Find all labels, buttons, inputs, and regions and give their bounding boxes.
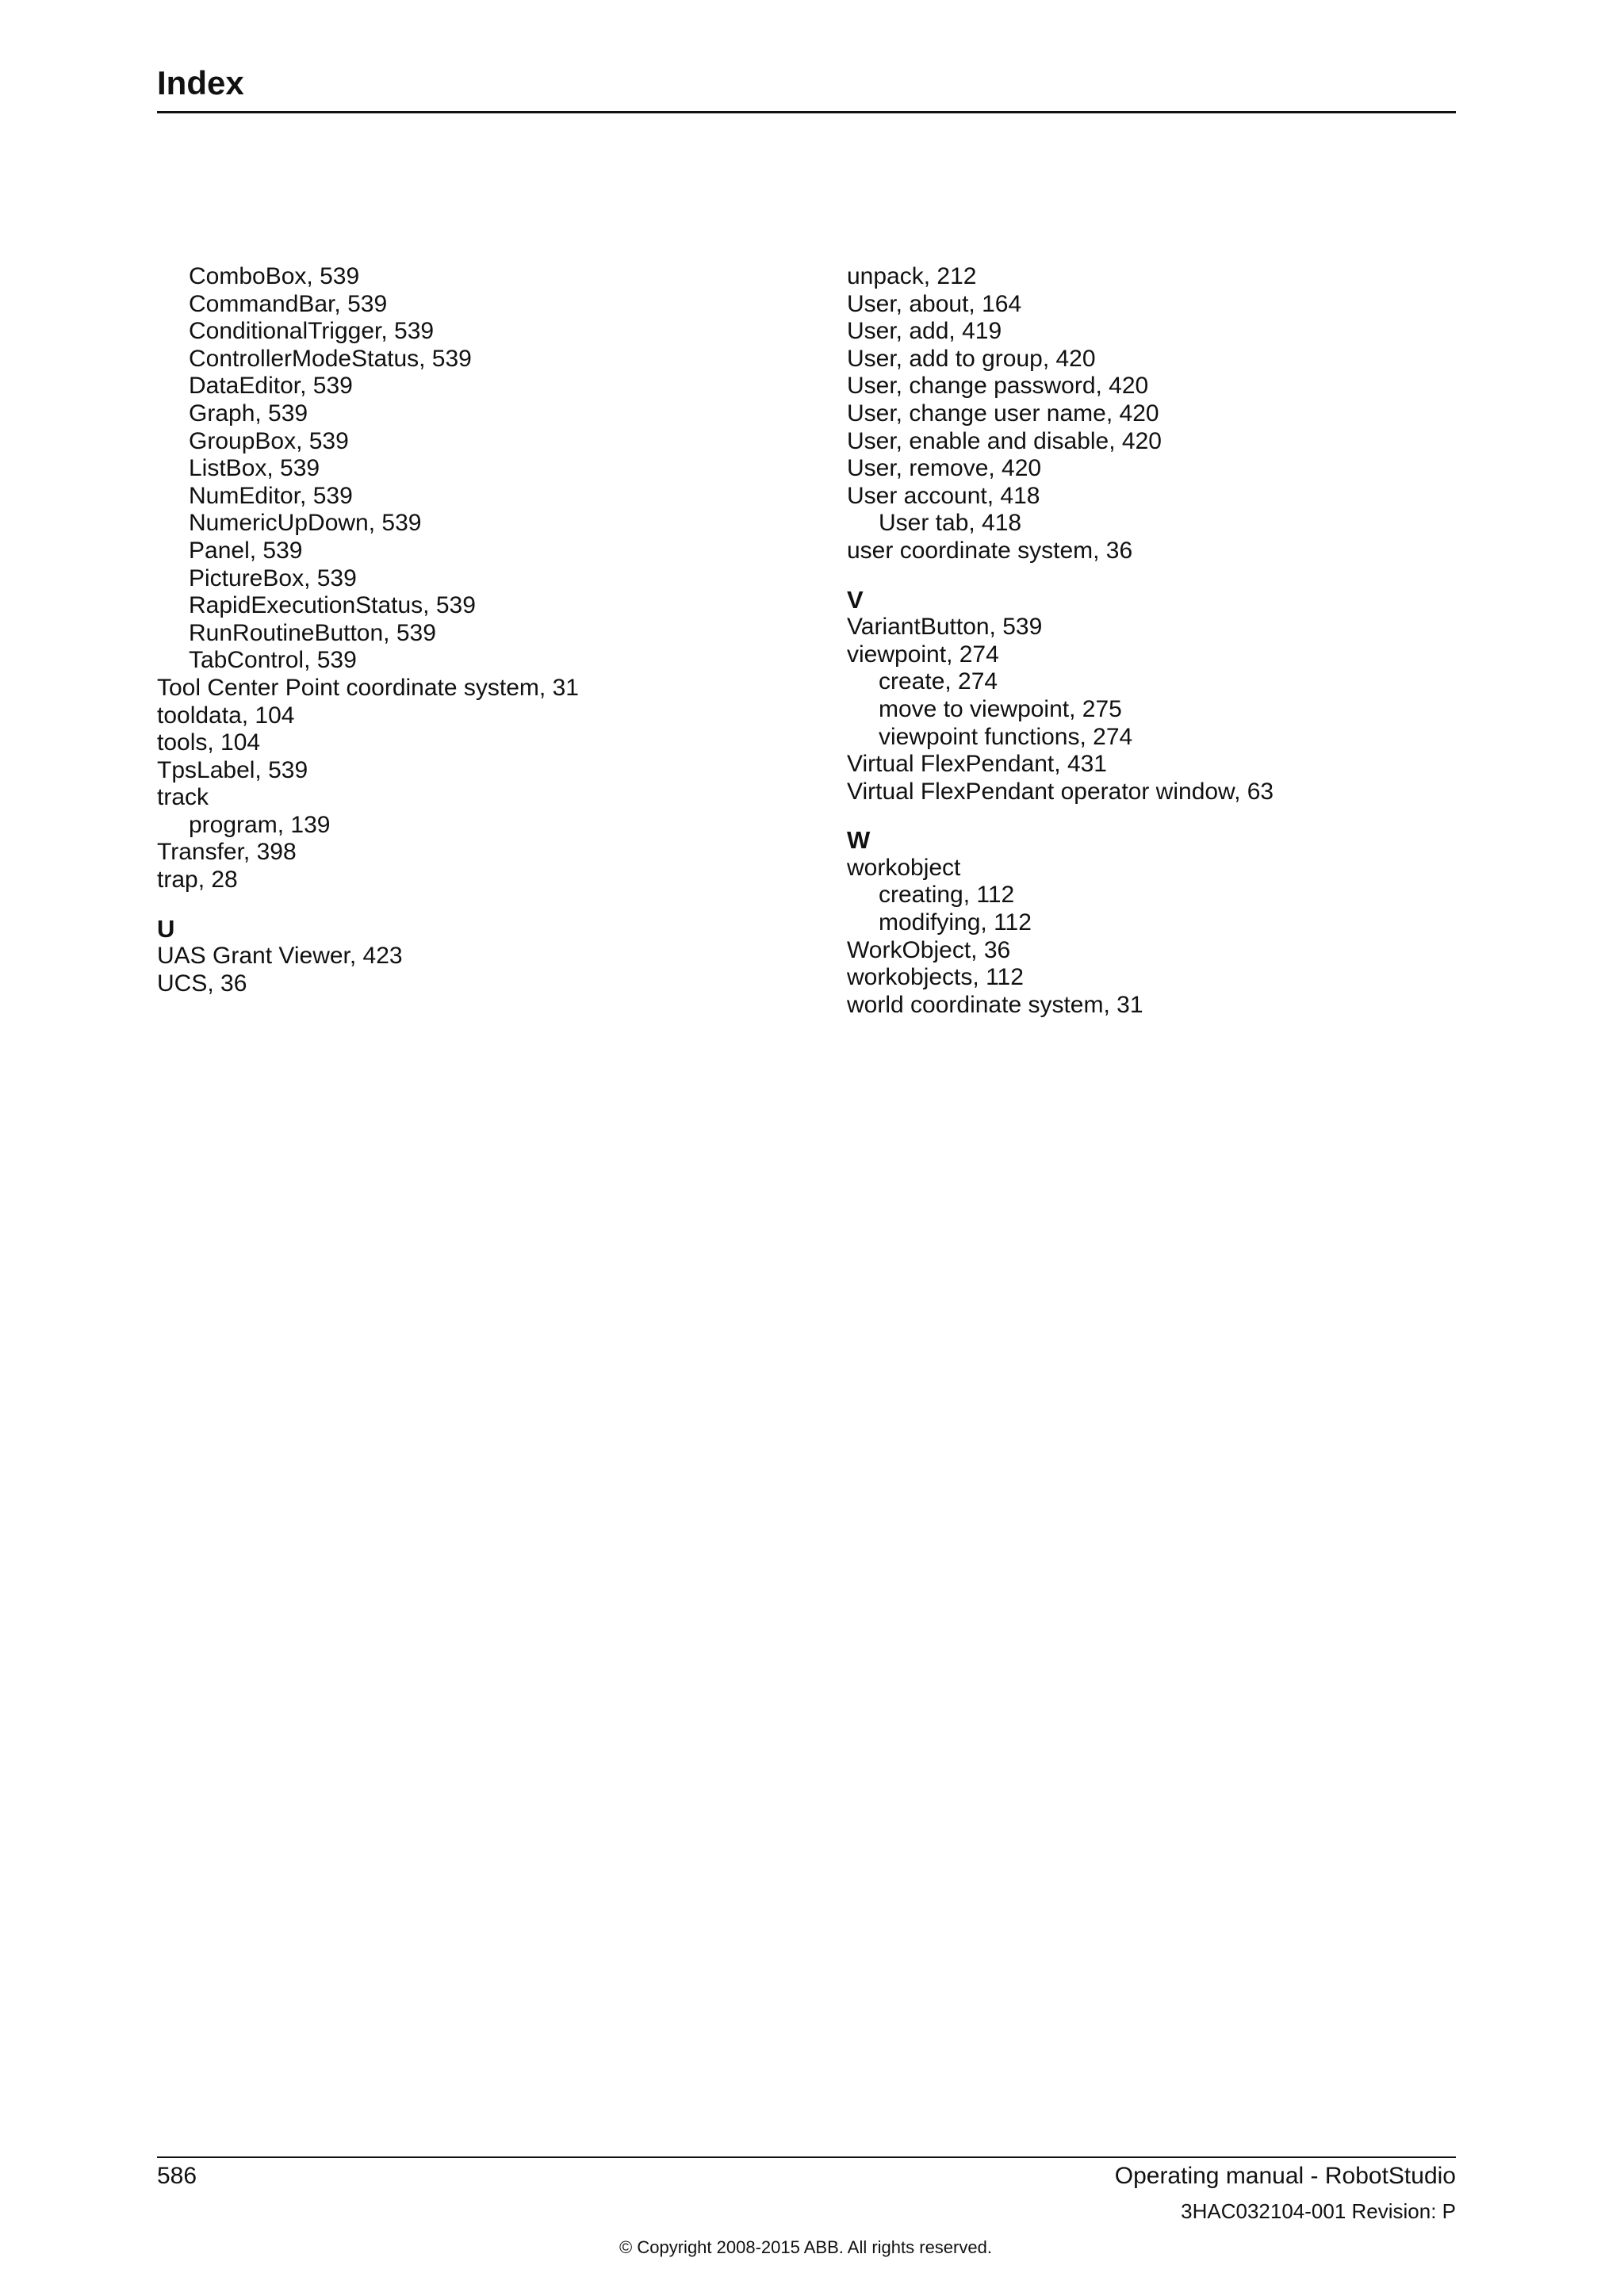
index-column-right xyxy=(847,263,1481,1019)
index-entry: User, remove, 420 xyxy=(847,455,1042,482)
index-subentry: move to viewpoint, 275 xyxy=(879,695,1122,722)
index-entry: User, change user name, 420 xyxy=(847,400,1159,427)
index-subentry: User tab, 418 xyxy=(879,510,1022,537)
index-entry: workobjects, 112 xyxy=(847,964,1024,991)
index-subentry: ComboBox, 539 xyxy=(189,263,360,289)
index-entry: track xyxy=(157,784,209,811)
index-entry: viewpoint, 274 xyxy=(847,641,999,668)
footer-divider xyxy=(157,2156,1456,2158)
index-subentry: creating, 112 xyxy=(879,882,1015,909)
index-subentry: ConditionalTrigger, 539 xyxy=(189,318,435,345)
index-entry: User account, 418 xyxy=(847,482,1040,509)
index-entry: VariantButton, 539 xyxy=(847,614,1043,641)
index-subentry: RapidExecutionStatus, 539 xyxy=(189,592,476,619)
index-entry: User, add, 419 xyxy=(847,318,1002,345)
index-subentry: Panel, 539 xyxy=(189,537,303,564)
index-entry: workobject xyxy=(847,854,961,881)
index-column-left xyxy=(157,263,791,997)
index-letter-heading: V xyxy=(847,585,864,614)
page-number: 586 xyxy=(157,2163,197,2189)
document-id: 3HAC032104-001 Revision: P xyxy=(1181,2199,1456,2223)
index-subentry: RunRoutineButton, 539 xyxy=(189,619,436,646)
index-subentry: PictureBox, 539 xyxy=(189,564,357,591)
index-subentry: GroupBox, 539 xyxy=(189,427,349,454)
index-entry: User, add to group, 420 xyxy=(847,345,1096,372)
index-entry: WorkObject, 36 xyxy=(847,936,1011,963)
index-subentry: create, 274 xyxy=(879,668,998,695)
index-subentry: NumericUpDown, 539 xyxy=(189,510,422,537)
index-letter-heading: W xyxy=(847,826,871,855)
index-subentry: viewpoint functions, 274 xyxy=(879,723,1133,750)
index-entry: UAS Grant Viewer, 423 xyxy=(157,943,403,970)
index-entry: world coordinate system, 31 xyxy=(847,991,1143,1018)
index-letter-heading: U xyxy=(157,914,175,943)
index-entry: tooldata, 104 xyxy=(157,702,295,729)
index-entry: trap, 28 xyxy=(157,867,238,894)
index-subentry: TabControl, 539 xyxy=(189,647,357,674)
index-entry: User, about, 164 xyxy=(847,290,1022,317)
index-subentry: CommandBar, 539 xyxy=(189,290,388,317)
index-entry: Virtual FlexPendant operator window, 63 xyxy=(847,778,1274,805)
page-title: Index xyxy=(157,64,244,101)
index-subentry: ListBox, 539 xyxy=(189,455,320,482)
index-entry: tools, 104 xyxy=(157,729,261,756)
index-subentry: program, 139 xyxy=(189,811,331,838)
index-subentry: NumEditor, 539 xyxy=(189,482,353,509)
index-entry: user coordinate system, 36 xyxy=(847,537,1133,564)
index-subentry: Graph, 539 xyxy=(189,400,308,427)
index-entry: Tool Center Point coordinate system, 31 xyxy=(157,674,579,701)
index-entry: unpack, 212 xyxy=(847,263,977,289)
manual-title: Operating manual - RobotStudio xyxy=(1114,2163,1456,2189)
index-entry: Transfer, 398 xyxy=(157,839,297,866)
index-entry: UCS, 36 xyxy=(157,970,247,997)
index-entry: User, enable and disable, 420 xyxy=(847,427,1162,454)
index-entry: Virtual FlexPendant, 431 xyxy=(847,751,1107,778)
index-subentry: ControllerModeStatus, 539 xyxy=(189,345,472,372)
index-entry: TpsLabel, 539 xyxy=(157,756,308,783)
copyright-notice: © Copyright 2008-2015 ABB. All rights reserved. xyxy=(619,2237,992,2257)
index-entry: User, change password, 420 xyxy=(847,373,1149,400)
index-subentry: modifying, 112 xyxy=(879,909,1032,936)
header-divider xyxy=(157,111,1456,113)
index-subentry: DataEditor, 539 xyxy=(189,373,353,400)
